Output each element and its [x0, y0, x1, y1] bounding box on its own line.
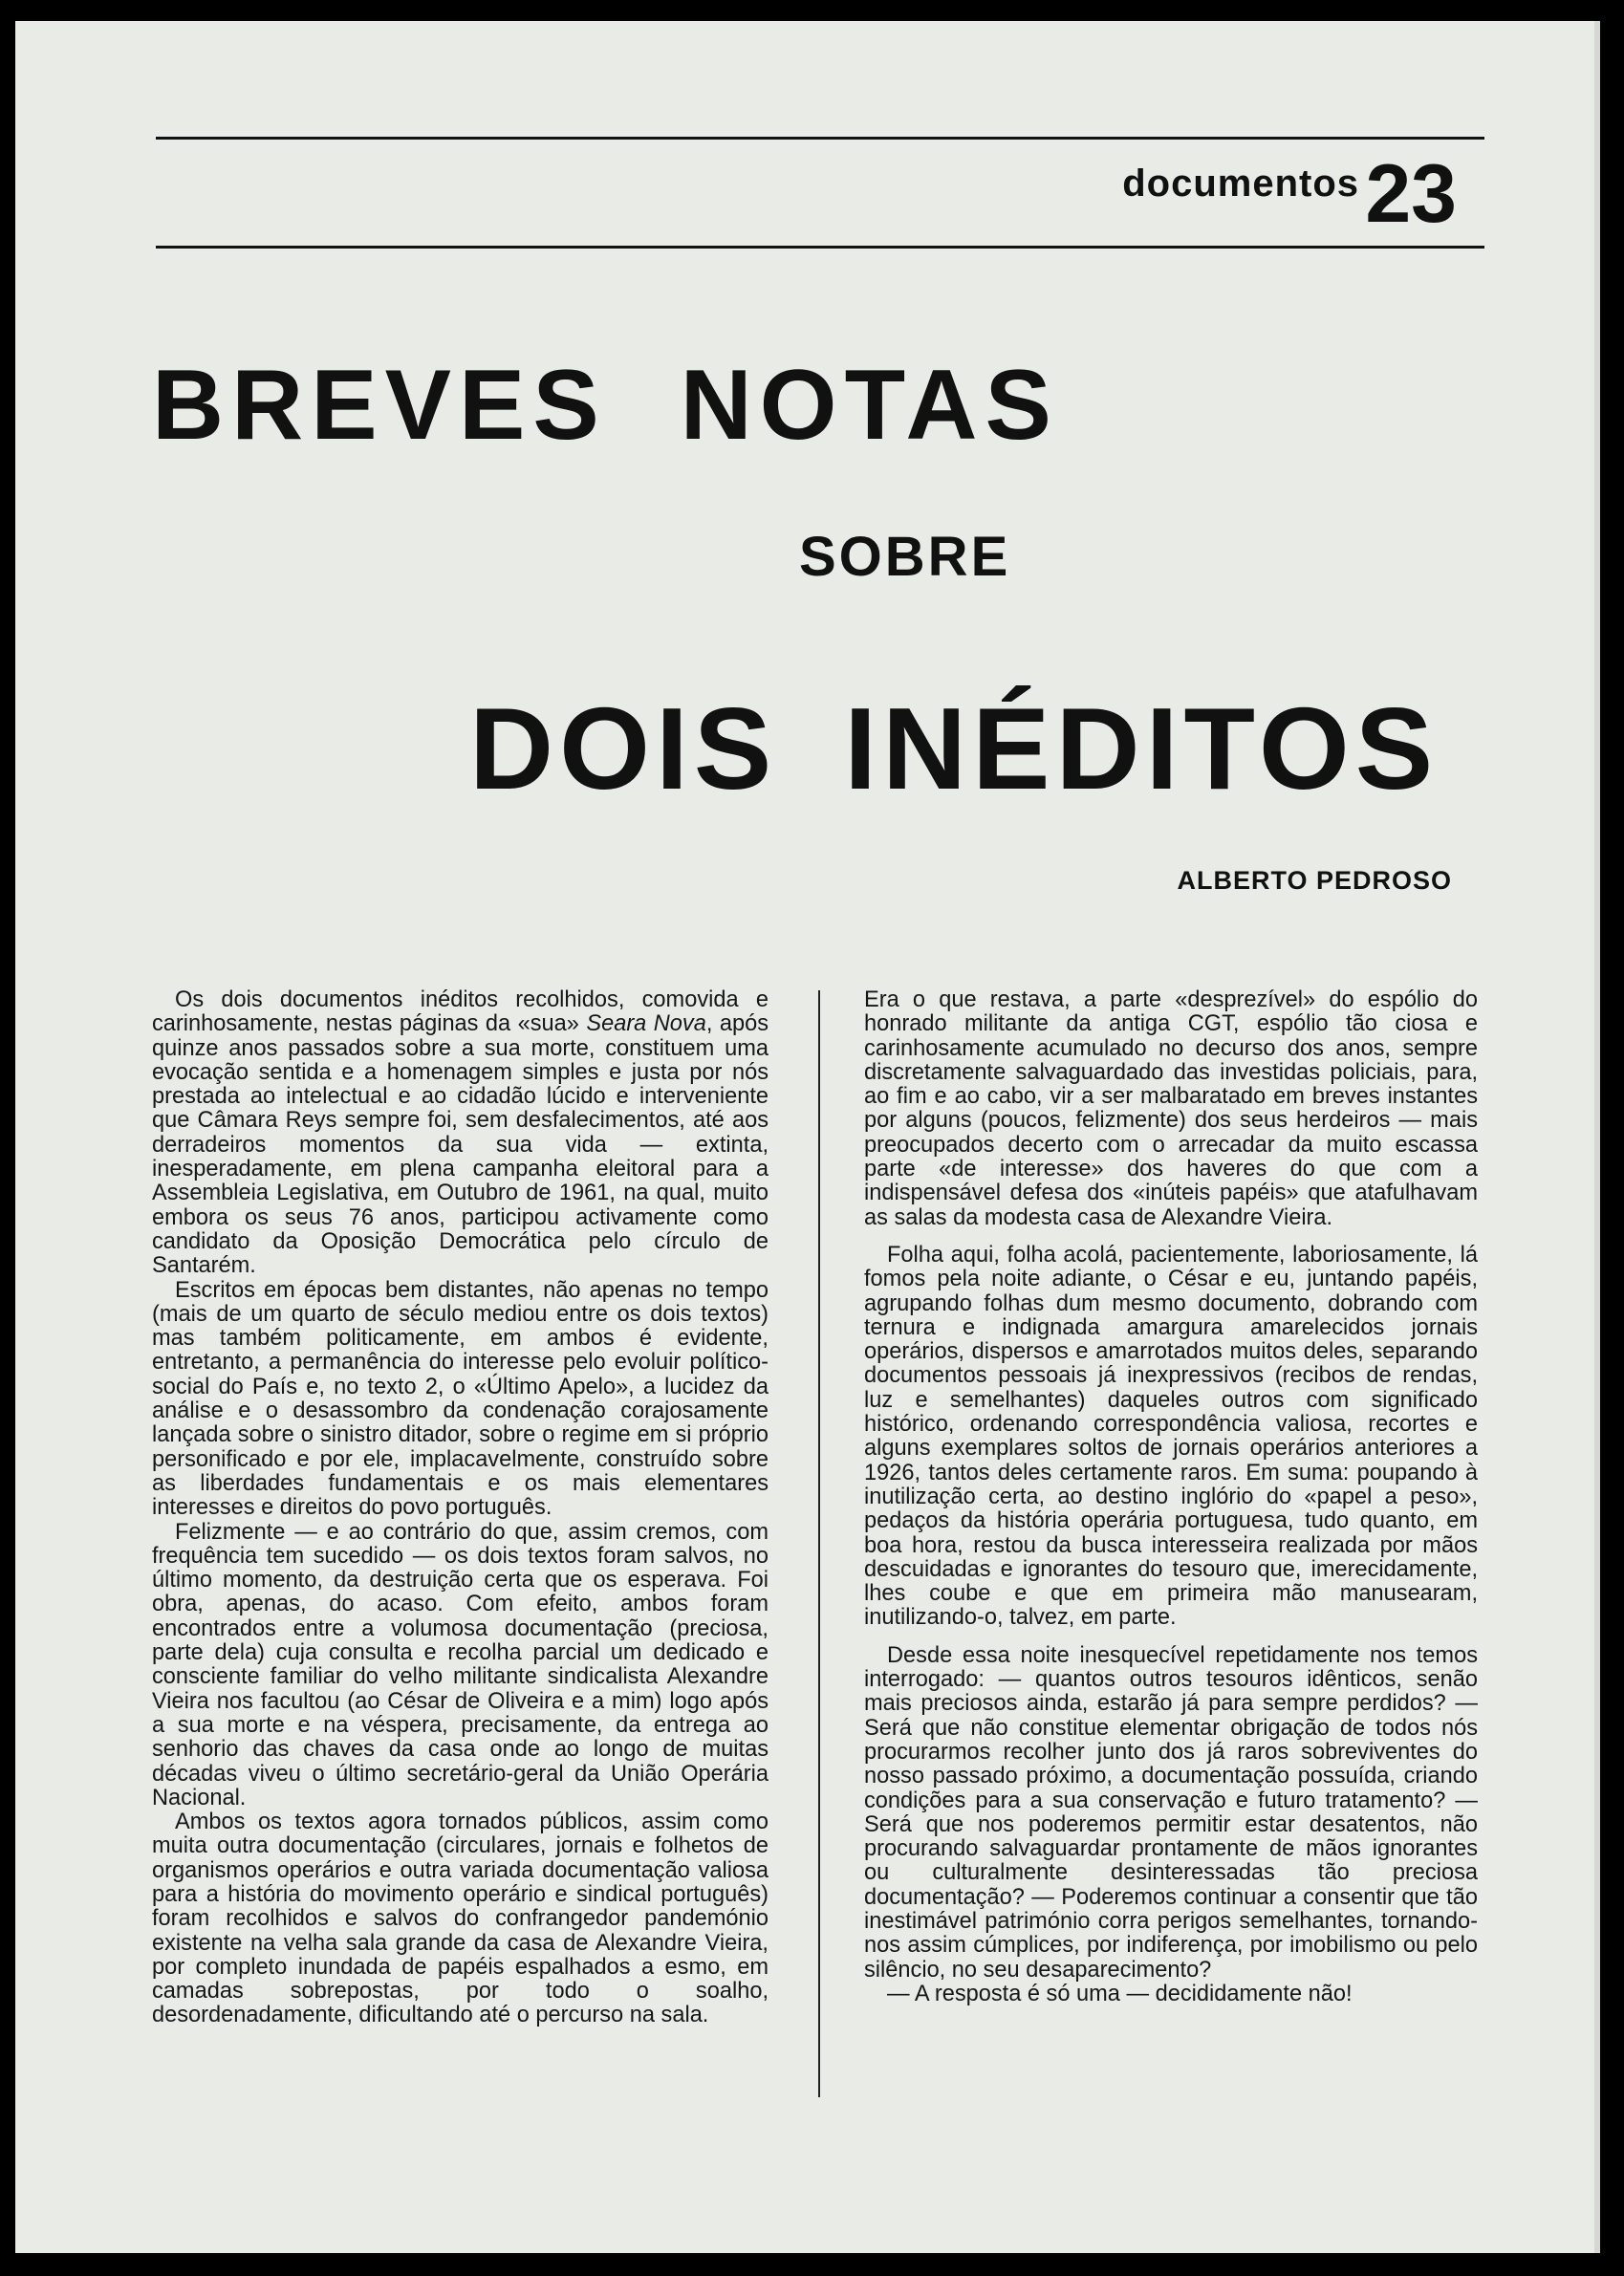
- column-divider: [818, 990, 820, 2097]
- paragraph: Escritos em épocas bem distantes, não apenas no tempo (mais de um quarto de século mediou entre os dois textos) mas também politicamente, em ambos é evidente, entretanto, a permanência do interesse pelo evoluir político-social do País e, no texto 2, o «Último Apelo», a lucidez da análise e o desassombro da condenação corajosamente lançada sobre o sinistro ditador, sobre o regime em si próprio personificado e por ele, implacavelmente, construído sobre as liberdades fundamentais e os mais elementares interesses e direitos do povo português.: [152, 1277, 769, 1521]
- page-number: 23: [1365, 148, 1457, 240]
- title-line-2: SOBRE: [799, 526, 1011, 588]
- top-rule: [156, 137, 1484, 140]
- publication-name: Seara Nova: [586, 1011, 706, 1037]
- section-label: documentos: [1122, 163, 1359, 205]
- paragraph: Felizmente — e ao contrário do que, assim cremos, com frequência tem sucedido — os dois textos foram salvos, no último momento, da destruição certa que os esperava. Foi obra, apenas, do acaso. Com efeito, ambos foram encontrados entre a volumosa documentação (preciosa, parte dela) cuja consulta e recolha parcial um dedicado e consciente familiar do velho militante sindicalista Alexandre Vieira nos facultou (ao César de Oliveira e a mim) logo após a sua morte e na véspera, precisamente, da entrega ao senhorio das chaves da casa onde ao longo de muitas décadas viveu o último secretário-geral da União Operária Nacional.: [152, 1519, 769, 1810]
- header-bottom-rule: [156, 246, 1484, 249]
- right-column: [864, 988, 1478, 2006]
- paragraph: Desde essa noite inesquecível repetidamente nos temos interrogado: — quantos outros tesouros idênticos, senão mais preciosos ainda, estarão já para sempre perdidos? — Será que não constitue elementar obrigação de todos nós procurarmos recolher junto dos já raros sobreviventes do nosso passado próximo, a documentação possuída, criando condições para a sua conservação e futuro tratamento? — Será que nos poderemos permitir estar desatentos, não procurando salvaguardar prontamente de mãos ignorantes ou culturalmente desinteressadas tão preciosa documentação? — Poderemos continuar a consentir que tão inestimável património corra perigos semelhantes, tornando-nos assim cúmplices, por indiferença, por imobilismo ou pelo silêncio, no seu desaparecimento?: [864, 1642, 1478, 1983]
- title-line-1: BREVES NOTAS: [152, 350, 1059, 461]
- paragraph: Era o que restava, a parte «desprezível» do espólio do honrado militante da antiga CGT, espólio tão ciosa e carinhosamente acumulado no decurso dos anos, sempre discretamente salvaguardado das investidas policiais, para, ao fim e ao cabo, vir a ser malbaratado em breves instantes por alguns (poucos, felizmente) dos seus herdeiros — mais preocupados decerto com o arrecadar da muito escassa parte «de interesse» dos haveres do que com a indispensável defesa dos «inúteis papéis» que atafulhavam as salas da modesta casa de Alexandre Vieira.: [864, 987, 1478, 1230]
- page-edge: [1594, 21, 1600, 2253]
- paragraph: Folha aqui, folha acolá, pacientemente, laboriosamente, lá fomos pela noite adiante, o César e eu, juntando papéis, agrupando folhas dum mesmo documento, dobrando com ternura e indignada amargura amarelecidos jornais operários, dispersos e amarrotados muitos deles, separando documentos pessoais já inexpressivos (recibos de rendas, luz e semelhantes) daqueles outros com significado histórico, ordenando correspondência valiosa, recortes e alguns exemplares soltos de jornais operários anteriores a 1926, tantos deles certamente raros. Em suma: poupando à inutilização certa, ao destino inglório do «papel a peso», pedaços da história operária portuguesa, tudo quanto, em boa hora, restou da busca interesseira realizada por mãos descuidadas e ignorantes do tesouro que, imerecidamente, lhes coube e que em primeira mão manusearam, inutilizando-o, talvez, em parte.: [864, 1242, 1478, 1631]
- title-line-3: DOIS INÉDITOS: [469, 683, 1440, 813]
- paragraph: Os dois documentos inéditos recolhidos, comovida e carinhosamente, nestas páginas da «sua» Seara Nova, após quinze anos passados sobre a sua morte, constituem uma evocação sentida e a homenagem simples e justa por nós prestada ao intelectual e ao cidadão lúcido e interveniente que Câmara Reys sempre foi, sem desfalecimentos, até aos derradeiros momentos da sua vida — extinta, inesperadamente, em plena campanha eleitoral para a Assembleia Legislativa, em Outubro de 1961, na qual, muito embora os seus 76 anos, participou activamente como candidato da Oposição Democrática pelo círculo de Santarém.: [152, 987, 769, 1279]
- author-byline: ALBERTO PEDROSO: [1177, 866, 1452, 895]
- paragraph: Ambos os textos agora tornados públicos, assim como muita outra documentação (circulares, jornais e folhetos de organismos operários e outra variada documentação valiosa para a história do movimento operário e sindical português) foram recolhidos e salvos do confrangedor pandemónio existente na velha sala grande da casa de Alexandre Vieira, por completo inundada de papéis espalhados a esmo, em camadas sobrepostas, por todo o soalho, desordenadamente, dificultando até o percurso na sala.: [152, 1810, 769, 2028]
- document-page: [15, 21, 1600, 2253]
- paragraph: — A resposta é só uma — decididamente não!: [887, 1981, 1353, 2006]
- left-column: [152, 988, 769, 2028]
